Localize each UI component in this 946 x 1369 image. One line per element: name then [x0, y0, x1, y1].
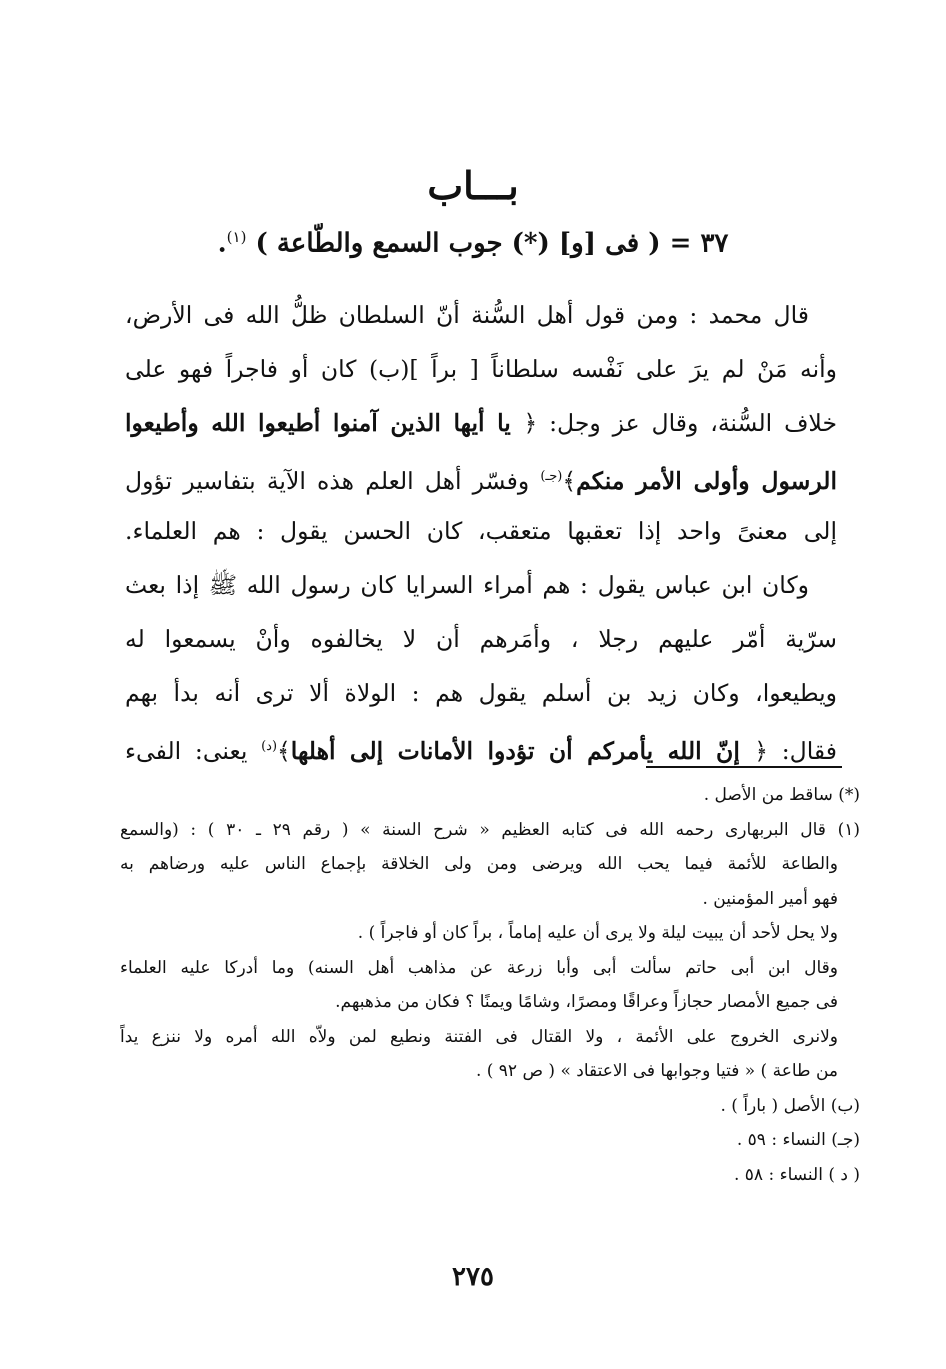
text-line-content: سرّية أمّر عليهم رجلا ، وأمَرهم أن لا يخالفوه وأنْ يسمعوا له: [125, 625, 837, 653]
footnote-text: فهو أمير المؤمنين .: [702, 888, 838, 909]
section-heading: بـــاب: [427, 163, 519, 208]
chapter-title: [0, 228, 946, 259]
text-line: [125, 450, 837, 504]
text-line: [125, 504, 837, 558]
main-text: [125, 288, 837, 774]
note-marker: (جـ): [540, 469, 563, 484]
footnote-text: (جـ) النساء : ٥٩ .: [736, 1130, 860, 1150]
text-line: [125, 558, 837, 612]
text-line-content: وكان ابن عباس يقول : هم أمراء السرايا كان رسول الله ﷺ إذا بعث: [125, 571, 809, 599]
footnote-line: [120, 847, 860, 882]
footnote-text: فى جميع الأمصار حجازاً وعراقًا ومصرًا، وشامًا ويمنًا ؟ فكان من مذهبهم.: [335, 992, 838, 1012]
text-line: [125, 612, 837, 666]
note-marker: (د): [261, 739, 278, 754]
chapter-title-text: ٣٧ = ( فى [و] (*) جوب السمع والطّاعة ): [255, 228, 729, 259]
footnote-line: [120, 1158, 860, 1193]
text-line: [125, 396, 837, 450]
footnote-line: [120, 1054, 860, 1089]
footnotes: [120, 778, 860, 1192]
text-line-content: يعنى: الفىء: [125, 736, 262, 765]
footnote-text: ولانرى الخروج على الأئمة ، ولا القتال فى الفتنة ونطيع لمن ولاّه الله أمره ولا ننزع يداً: [120, 1026, 838, 1047]
page-number: ٢٧٥: [452, 1262, 494, 1292]
chapter-note-marker: (١): [226, 228, 247, 246]
chapter-title-period: .: [217, 228, 227, 259]
footnote-divider: [646, 766, 842, 768]
footnote-text: وقال ابن أبى حاتم سألت أبى وأبا زرعة عن مذاهب أهل السنه) وما أدركا عليه العلماء: [120, 957, 839, 978]
quran-verse: إنّ الله يأمركم أن تؤدوا الأمانات إلى أهلها: [290, 736, 755, 765]
footnote-line: [120, 813, 860, 848]
footnote-line: [120, 1089, 860, 1124]
footnote-line: [120, 951, 860, 986]
quran-verse: يا أيها الذين آمنوا أطيعوا الله وأطيعوا: [125, 409, 524, 437]
quran-verse: الرسول وأولى الأمر منكم: [576, 466, 837, 495]
verse-bracket: ﴾: [562, 466, 577, 495]
footnote-text: والطاعة للأئمة فيما يحب الله ويرضى ومن ولى الخلاقة بإجماع الناس عليه ورضاهم به: [120, 854, 838, 874]
footnote-text: ( د ) النساء : ٥٨ .: [733, 1164, 860, 1185]
text-line-content: قال محمد : ومن قول أهل السُّنة أنّ السلطان ظلُّ الله فى الأرض،: [125, 301, 809, 329]
footnote-line: [120, 1123, 860, 1158]
footnote-line: [120, 882, 860, 917]
text-line-content: فقال: ﴿: [754, 736, 837, 765]
footnote-line: [120, 1020, 860, 1055]
text-line-content: إلى معنىً واحد إذا تعقبها متعقب، كان الحسن يقول : هم العلماء.: [125, 517, 837, 545]
footnote-text: (١) قال البربهارى رحمه الله فى كتابه العظيم « شرح السنة » ( رقم ٢٩ ـ ٣٠ ) : (والسمع: [120, 819, 860, 840]
footnote-text: ولا يحل لأحد أن يبيت ليلة ولا يرى أن عليه إماماً ، براً كان أو فاجراً ) .: [357, 923, 838, 943]
footnote-line: [120, 916, 860, 951]
footnote-text: من طاعة ) « فتيا وجوابها فى الاعتقاد » ( ص ٩٢ ) .: [475, 1061, 838, 1081]
text-line-content: وأنه مَنْ لم يرَ على نَفْسه سلطاناً [ براً ](ب) كان أو فاجراً فهو على: [125, 355, 837, 383]
footnote-line: [120, 985, 860, 1020]
verse-bracket: ﴾: [277, 736, 291, 765]
text-line: [125, 288, 837, 342]
footnote-line: [120, 778, 860, 813]
text-line: [125, 666, 837, 720]
text-line-content: ويطيعوا، وكان زيد بن أسلم يقول هم : الولاة ألا ترى أنه بدأ بهم: [125, 679, 837, 707]
footnote-text: (*) ساقط من الأصل .: [703, 785, 860, 805]
text-line: [125, 342, 837, 396]
footnote-text: (ب) الأصل ( باراً ) .: [720, 1095, 860, 1116]
text-line-content: وفسّر أهل العلم هذه الآية بتفاسير تؤول: [125, 466, 541, 495]
text-line-content: خلاف السُّنة، وقال عز وجل: ﴿: [523, 409, 837, 437]
